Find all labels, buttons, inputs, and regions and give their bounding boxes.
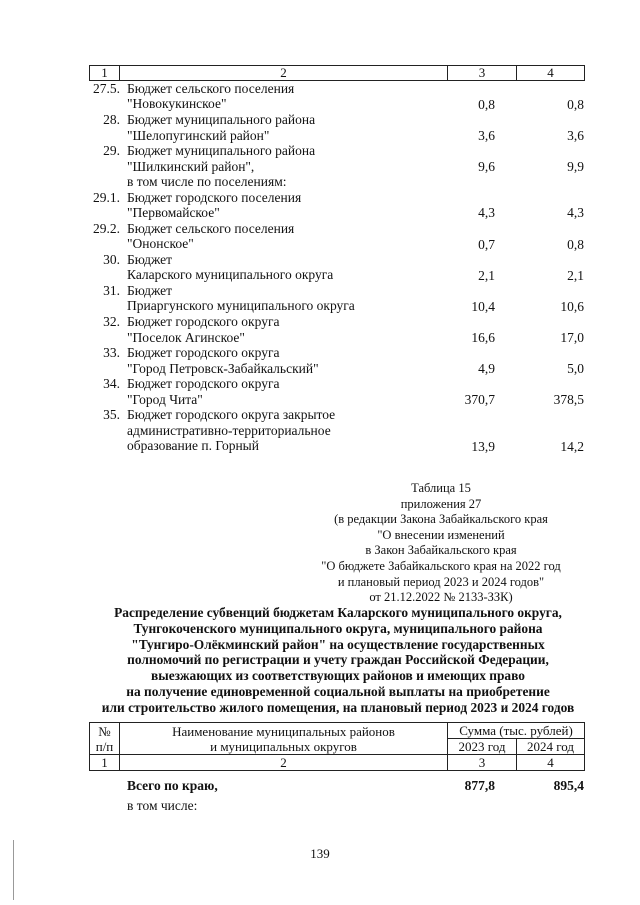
row-name-line: административно-территориальное — [127, 422, 331, 438]
budget-row — [0, 221, 640, 252]
title-line: Тунгокоченского муниципального округа, муниципального района — [133, 620, 543, 636]
title-line: выезжающих из соответствующих районов и имеющих право — [151, 668, 525, 684]
total-2024: 895,4 — [553, 778, 584, 793]
value-2023: 2,1 — [478, 267, 495, 283]
row-name-line: Бюджет муниципального района — [127, 112, 316, 128]
header-num — [90, 723, 120, 755]
value-2023: 0,8 — [478, 96, 495, 112]
row-name-line: Бюджет городского округа — [127, 345, 280, 361]
row-number: 28. — [103, 112, 120, 128]
row-name — [127, 283, 355, 314]
row-name-line: "Город Петровск-Забайкальский" — [127, 360, 319, 376]
value-2023: 13,9 — [471, 438, 495, 454]
page-number: 139 — [310, 846, 330, 861]
col-number-4: 4 — [517, 755, 585, 771]
row-name-line: Бюджет городского округа — [127, 314, 280, 330]
value-2023: 10,4 — [471, 298, 495, 314]
value-2023: 0,7 — [478, 236, 495, 252]
header-sum: Сумма (тыс. рублей) — [448, 723, 585, 739]
row-name-line: Бюджет — [127, 283, 173, 299]
distribution-table — [89, 722, 585, 771]
row-name — [127, 345, 319, 376]
row-number: 32. — [103, 314, 120, 330]
row-name-line: Каларского муниципального округа — [127, 267, 334, 283]
budget-row — [0, 81, 640, 112]
header-name-line: Наименование муниципальных районов — [172, 723, 395, 739]
budget-row — [0, 174, 640, 190]
row-name-line: Бюджет сельского поселения — [127, 220, 295, 236]
budget-row — [0, 314, 640, 345]
column-number-header — [89, 65, 585, 81]
value-2023: 3,6 — [478, 127, 495, 143]
row-name-line: Бюджет городского округа — [127, 376, 280, 392]
row-name — [127, 174, 286, 189]
caption-line: Таблица 15 — [411, 481, 471, 495]
row-name-line: "Шилкинский район", — [127, 158, 255, 174]
row-name — [127, 252, 333, 283]
title-line: на получение единовременной социальной выплаты на приобретение — [126, 683, 550, 699]
total-2023: 877,8 — [464, 778, 495, 793]
value-2024: 9,9 — [567, 158, 584, 174]
row-name-line: в том числе по поселениям: — [127, 174, 287, 190]
row-name-line: Бюджет муниципального района — [127, 143, 316, 159]
col-number-3: 3 — [448, 66, 517, 81]
title-line: полномочий по регистрации и учету граждан Российской Федерации, — [127, 652, 549, 668]
title-line: или строительство жилого помещения, на плановый период 2023 и 2024 годов — [101, 699, 575, 715]
row-number: 33. — [103, 345, 120, 361]
header-2024: 2024 год — [517, 739, 585, 755]
caption-line: "О бюджете Забайкальского края на 2022 год — [321, 558, 561, 573]
value-2024: 0,8 — [567, 236, 584, 252]
header-name-line: и муниципальных округов — [210, 738, 357, 754]
budget-row — [0, 112, 640, 143]
row-number: 34. — [103, 376, 120, 392]
row-name-line: "Новокукинское" — [127, 96, 227, 112]
header-name — [120, 723, 448, 755]
row-number: 35. — [103, 407, 120, 423]
value-2024: 17,0 — [560, 329, 584, 345]
value-2023: 9,6 — [478, 158, 495, 174]
value-2023: 370,7 — [464, 392, 495, 408]
including-label: в том числе: — [127, 798, 198, 813]
value-2024: 2,1 — [567, 267, 584, 283]
caption-line: от 21.12.2022 № 2133-ЗЗК) — [369, 590, 513, 605]
row-name — [127, 81, 294, 112]
row-name-line: "Ононское" — [127, 236, 194, 252]
budget-row — [0, 252, 640, 283]
budget-row — [0, 190, 640, 221]
row-name-line: "Шелопугинский район" — [127, 127, 270, 143]
row-name — [127, 112, 315, 143]
row-name-line: "Первомайское" — [127, 205, 220, 221]
row-name-line: "Поселок Агинское" — [127, 329, 245, 345]
total-label: Всего по краю, — [127, 778, 218, 793]
caption-line: приложения 27 — [400, 496, 482, 511]
title-line: Распределение субвенций бюджетам Каларского муниципального округа, — [114, 605, 562, 620]
table-caption — [296, 481, 586, 606]
row-name-line: Бюджет сельского поселения — [127, 81, 295, 96]
value-2024: 0,8 — [567, 96, 584, 112]
row-name-line: Бюджет — [127, 251, 173, 267]
row-name — [127, 407, 335, 453]
row-name-line: Бюджет городского поселения — [127, 189, 302, 205]
caption-line: (в редакции Закона Забайкальского края — [334, 512, 548, 527]
col-number-3: 3 — [448, 755, 517, 771]
row-name — [127, 221, 294, 252]
value-2023: 4,9 — [478, 360, 495, 376]
row-number: 29.1. — [93, 189, 120, 205]
value-2024: 3,6 — [567, 127, 584, 143]
budget-list — [0, 81, 640, 454]
row-number: 27.5. — [93, 81, 120, 96]
caption-line: и плановый период 2023 и 2024 годов" — [337, 574, 545, 589]
budget-row — [0, 407, 640, 454]
header-num-line: п/п — [95, 738, 114, 754]
budget-row — [0, 143, 640, 174]
row-name-line: "Город Чита" — [127, 391, 203, 407]
row-name-line: образование п. Горный — [127, 438, 259, 454]
margin-mark — [13, 840, 14, 900]
row-number: 30. — [103, 251, 120, 267]
budget-row — [0, 345, 640, 376]
row-name — [127, 190, 301, 221]
col-number-4: 4 — [517, 66, 585, 81]
value-2024: 10,6 — [560, 298, 584, 314]
value-2024: 4,3 — [567, 205, 584, 221]
row-name-line: Бюджет городского округа закрытое — [127, 407, 336, 423]
value-2024: 14,2 — [560, 438, 584, 454]
row-name — [127, 314, 279, 345]
header-2023: 2023 год — [448, 739, 517, 755]
value-2023: 4,3 — [478, 205, 495, 221]
row-number: 31. — [103, 283, 120, 299]
caption-line: в Закон Забайкальского края — [365, 543, 517, 558]
col-number-1: 1 — [90, 755, 120, 771]
row-number: 29.2. — [93, 220, 120, 236]
col-number-1: 1 — [90, 66, 120, 81]
value-2024: 5,0 — [567, 360, 584, 376]
title-line: "Тунгиро-Олёкминский район" на осуществление государственных — [131, 636, 545, 652]
document-title — [88, 605, 588, 716]
budget-row — [0, 376, 640, 407]
col-number-2: 2 — [120, 66, 448, 81]
header-num-line: № — [98, 723, 111, 739]
row-name — [127, 376, 279, 407]
value-2024: 378,5 — [553, 392, 584, 408]
col-number-2: 2 — [120, 755, 448, 771]
row-name-line: Приаргунского муниципального округа — [127, 298, 355, 314]
caption-line: "О внесении изменений — [377, 527, 505, 542]
value-2023: 16,6 — [471, 329, 495, 345]
budget-row — [0, 283, 640, 314]
row-number: 29. — [103, 143, 120, 159]
row-name — [127, 143, 315, 174]
